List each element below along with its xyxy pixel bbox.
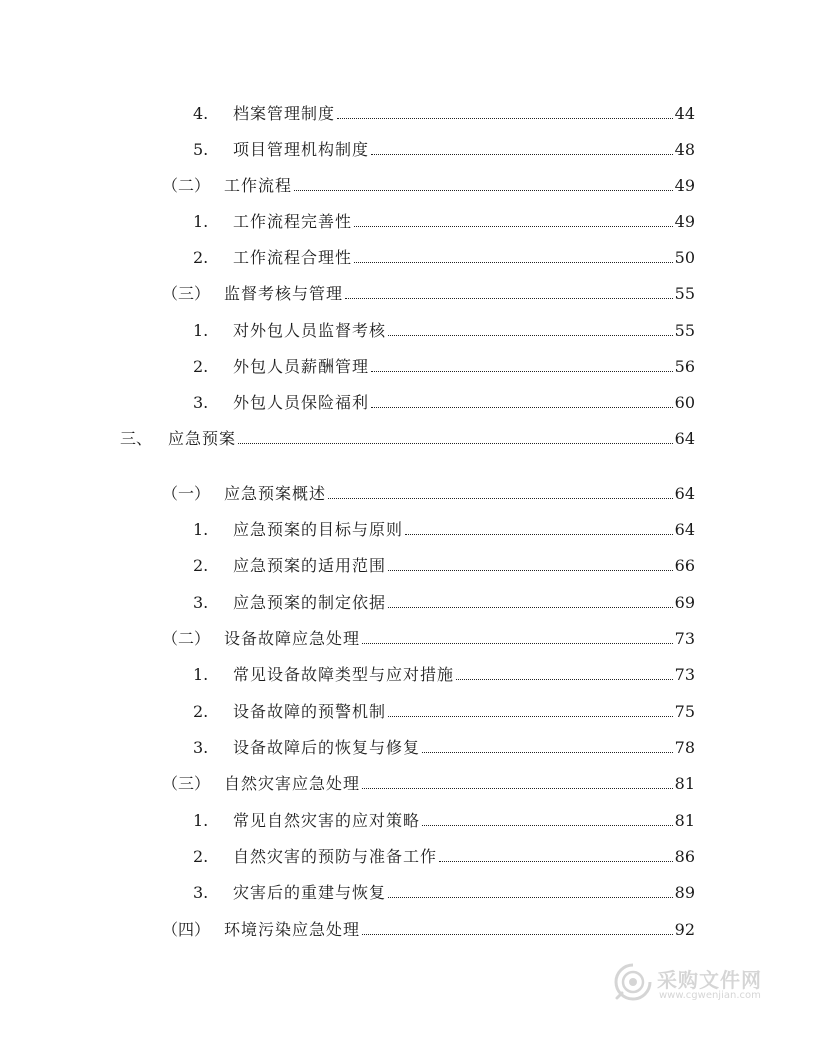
toc-dot-leader bbox=[345, 298, 673, 299]
toc-entry-title: 设备故障后的恢复与修复 bbox=[233, 738, 421, 757]
toc-entry-number: 1. bbox=[193, 212, 209, 231]
toc-entry-number: （二） bbox=[162, 629, 211, 648]
toc-entry[interactable] bbox=[162, 912, 695, 940]
toc-entry-title: 工作流程完善性 bbox=[233, 212, 353, 231]
toc-entry-page: 75 bbox=[674, 702, 695, 721]
toc-entry-page: 69 bbox=[674, 593, 695, 612]
toc-entry-page: 49 bbox=[674, 176, 695, 195]
toc-entry-page: 73 bbox=[674, 665, 695, 684]
toc-entry[interactable] bbox=[162, 168, 695, 196]
toc-dot-leader bbox=[439, 861, 673, 862]
toc-entry[interactable] bbox=[193, 839, 695, 867]
toc-dot-leader bbox=[405, 534, 673, 535]
toc-entry-number: 1. bbox=[193, 811, 209, 830]
toc-entry-title: 常见自然灾害的应对策略 bbox=[233, 811, 421, 830]
toc-entry-title: 常见设备故障类型与应对措施 bbox=[233, 665, 455, 684]
toc-dot-leader bbox=[456, 679, 673, 680]
toc-entry-number: 3. bbox=[193, 883, 209, 902]
watermark bbox=[613, 960, 783, 1010]
toc-entry[interactable] bbox=[193, 803, 695, 831]
toc-entry-page: 44 bbox=[674, 104, 695, 123]
toc-entry-title: 应急预案的制定依据 bbox=[233, 593, 387, 612]
toc-entry-number: （三） bbox=[162, 284, 211, 303]
toc-dot-leader bbox=[354, 262, 673, 263]
watermark-url: www.cgwenjian.com bbox=[659, 990, 761, 1001]
toc-dot-leader bbox=[388, 716, 673, 717]
toc-entry-title: 监督考核与管理 bbox=[224, 284, 344, 303]
toc-entry[interactable] bbox=[162, 476, 695, 504]
toc-entry-title: 自然灾害应急处理 bbox=[224, 774, 361, 793]
toc-entry-title: 应急预案 bbox=[168, 429, 237, 448]
toc-entry-title: 设备故障应急处理 bbox=[224, 629, 361, 648]
toc-dot-leader bbox=[388, 570, 673, 571]
toc-entry-number: 2. bbox=[193, 556, 209, 575]
toc-entry-number: 1. bbox=[193, 520, 209, 539]
toc-dot-leader bbox=[362, 934, 673, 935]
toc-entry-page: 86 bbox=[674, 847, 695, 866]
toc-entry[interactable] bbox=[193, 204, 695, 232]
toc-entry-page: 81 bbox=[674, 811, 695, 830]
toc-entry-title: 外包人员保险福利 bbox=[233, 393, 370, 412]
toc-entry[interactable] bbox=[193, 385, 695, 413]
toc-entry[interactable] bbox=[193, 730, 695, 758]
toc-dot-leader bbox=[371, 407, 673, 408]
toc-entry-page: 64 bbox=[674, 520, 695, 539]
toc-entry-title: 对外包人员监督考核 bbox=[233, 321, 387, 340]
toc-entry-number: （四） bbox=[162, 920, 211, 939]
toc-entry-number: 2. bbox=[193, 847, 209, 866]
toc-entry-number: 3. bbox=[193, 593, 209, 612]
toc-dot-leader bbox=[337, 118, 673, 119]
toc-entry-number: 三、 bbox=[120, 429, 153, 448]
toc-entry-page: 60 bbox=[674, 393, 695, 412]
toc-entry-title: 应急预案的目标与原则 bbox=[233, 520, 404, 539]
toc-entry-title: 档案管理制度 bbox=[233, 104, 336, 123]
toc-entry[interactable] bbox=[193, 96, 695, 124]
toc-entry-number: 1. bbox=[193, 321, 209, 340]
toc-entry[interactable] bbox=[193, 875, 695, 903]
toc-entry[interactable] bbox=[162, 621, 695, 649]
toc-entry-number: 2. bbox=[193, 702, 209, 721]
toc-entry-page: 55 bbox=[674, 284, 695, 303]
toc-entry[interactable] bbox=[193, 512, 695, 540]
toc-dot-leader bbox=[388, 607, 673, 608]
toc-entry-title: 自然灾害的预防与准备工作 bbox=[233, 847, 438, 866]
toc-entry[interactable] bbox=[193, 132, 695, 160]
watermark-logo-icon bbox=[613, 962, 653, 1002]
toc-dot-leader bbox=[422, 825, 673, 826]
toc-entry-number: 3. bbox=[193, 738, 209, 757]
toc-entry-number: 3. bbox=[193, 393, 209, 412]
toc-dot-leader bbox=[422, 752, 673, 753]
toc-dot-leader bbox=[388, 897, 673, 898]
toc-entry[interactable] bbox=[193, 349, 695, 377]
toc-entry-page: 64 bbox=[674, 484, 695, 503]
toc-entry-number: （一） bbox=[162, 484, 211, 503]
toc-entry-page: 48 bbox=[674, 140, 695, 159]
toc-dot-leader bbox=[388, 335, 673, 336]
toc-entry-page: 89 bbox=[674, 883, 695, 902]
toc-entry-page: 56 bbox=[674, 357, 695, 376]
toc-dot-leader bbox=[371, 371, 673, 372]
toc-entry[interactable] bbox=[162, 766, 695, 794]
toc-entry[interactable] bbox=[193, 694, 695, 722]
toc-entry-number: （二） bbox=[162, 176, 211, 195]
toc-entry-title: 项目管理机构制度 bbox=[233, 140, 370, 159]
toc-entry-title: 工作流程合理性 bbox=[233, 248, 353, 267]
toc-entry-number: （三） bbox=[162, 774, 211, 793]
toc-dot-leader bbox=[362, 643, 673, 644]
toc-entry-page: 49 bbox=[674, 212, 695, 231]
toc-entry-number: 2. bbox=[193, 357, 209, 376]
watermark-name: 采购文件网 bbox=[657, 968, 762, 992]
toc-dot-leader bbox=[362, 788, 673, 789]
toc-entry-title: 应急预案的适用范围 bbox=[233, 556, 387, 575]
toc-dot-leader bbox=[294, 190, 673, 191]
toc-entry-number: 1. bbox=[193, 665, 209, 684]
toc-dot-leader bbox=[328, 498, 673, 499]
toc-dot-leader bbox=[238, 443, 673, 444]
toc-entry-title: 外包人员薪酬管理 bbox=[233, 357, 370, 376]
toc-entry-title: 工作流程 bbox=[224, 176, 293, 195]
toc-entry-page: 81 bbox=[674, 774, 695, 793]
toc-entry-page: 64 bbox=[674, 429, 695, 448]
toc-entry[interactable] bbox=[162, 276, 695, 304]
toc-entry-page: 73 bbox=[674, 629, 695, 648]
toc-entry[interactable] bbox=[193, 657, 695, 685]
toc-entry-page: 66 bbox=[674, 556, 695, 575]
toc-entry[interactable] bbox=[193, 313, 695, 341]
toc-entry-title: 灾害后的重建与恢复 bbox=[233, 883, 387, 902]
toc-entry-title: 环境污染应急处理 bbox=[224, 920, 361, 939]
toc-entry-page: 50 bbox=[674, 248, 695, 267]
toc-dot-leader bbox=[371, 154, 673, 155]
toc-entry[interactable] bbox=[120, 421, 695, 449]
toc-entry[interactable] bbox=[193, 585, 695, 613]
toc-entry-page: 92 bbox=[674, 920, 695, 939]
toc-entry-number: 2. bbox=[193, 248, 209, 267]
toc-entry-title: 设备故障的预警机制 bbox=[233, 702, 387, 721]
toc-entry-page: 55 bbox=[674, 321, 695, 340]
toc-entry[interactable] bbox=[193, 240, 695, 268]
toc-entry-number: 4. bbox=[193, 104, 209, 123]
toc-entry-title: 应急预案概述 bbox=[224, 484, 327, 503]
toc-entry-page: 78 bbox=[674, 738, 695, 757]
toc-entry-number: 5. bbox=[193, 140, 209, 159]
toc-dot-leader bbox=[354, 226, 673, 227]
toc-entry[interactable] bbox=[193, 548, 695, 576]
